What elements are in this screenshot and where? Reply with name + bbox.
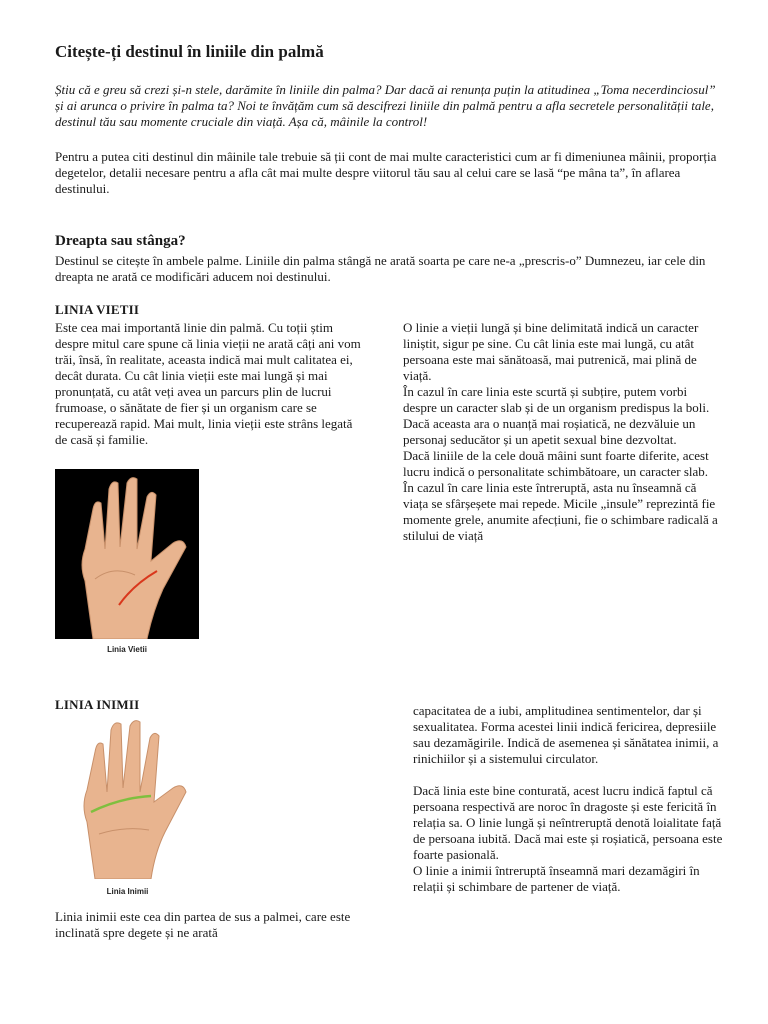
life-line-right-paragraph: Dacă liniile de la cele două mâini sunt foarte diferite, acest lucru indică o personalitate schimbătoare, un caracter slab. [403,448,709,479]
hand-illustration [55,712,200,879]
heart-line-heading: LINIA INIMII [55,697,140,712]
life-line-right-paragraph: În cazul în care linia este întreruptă, asta nu înseamnă că viața se sfârșeșete mai repede. Micile „insule” reprezintă fie momente grele, anumite afecțiuni, fie o schimbare radicală a stilului de viață [403,480,718,543]
page-title: Citește-ți destinul în liniile din palmă [55,42,324,61]
heart-line-caption: Linia Inimii [106,887,149,896]
intro-paragraph: Pentru a putea citi destinul din mâinile tale trebuie să ții cont de mai multe caracteristici cum ar fi dimeniunea mâinii, proporția degetelor, detalii necesare pentru a afla cât mai multe despre viitorul tău sau al celui care se lasă “pe mâna ta”, în aflarea destinului. [55,149,717,196]
heart-line-right-paragraph: Dacă linia este bine conturată, acest lucru indică faptul că persoana respectivă are noroc în dragoste și este fericită în relația sa. O linie lungă și neîntreruptă denotă loialitate față de persoana iubită. Dacă mai este și roșiatică, persoana este foarte pasională. [413,783,723,862]
heart-line-right-paragraph: O linie a inimii întreruptă înseamnă mari dezamăgiri în relații și schimbare de partener de viață. [413,863,700,894]
life-line-caption: Linia Vietii [107,645,147,654]
heart-line-left-text: Linia inimii este cea din partea de sus a palmei, care este inclinată spre degete și ne arată [55,909,351,940]
life-line-left-text: Este cea mai importantă linie din palmă. Cu toții știm despre mitul care spune că linia vieții ne arată câți ani vom trăi, însă, în realitate, aceasta indică mai mult calitatea ei, decât durata. Cu cât linia vieții este mai lungă și mai pronunțată, cu atât veți avea un parcurs plin de lucrui frumoase, o sănătate de fier și un organism care se recuperează rapid. Mai mult, linia vieții este strâns legată de casă și familie. [55,320,361,447]
hand-illustration [55,469,199,639]
life-line-right-paragraph: O linie a vieții lungă și bine delimitată indică un caracter liniștit, sigur pe sine. Cu cât linia este mai lungă, cu atât persoana este mai sănătoasă, mai putrenică, mai plină de viață. [403,320,699,383]
heart-line-right-column [413,703,723,895]
heart-line-hand-image [55,712,200,879]
life-line-right-column [403,320,723,544]
section-heading-left-right: Dreapta sau stânga? [55,233,186,249]
life-line-hand-image [55,469,199,639]
life-line-heading: LINIA VIETII [55,302,140,317]
intro-italic: Știu că e greu să crezi și-n stele, darămite în liniile din palma? Dar dacă ai renunța puțin la atitudinea „Toma necerdinciosul” și ai arunca o privire în palma ta? Noi te învățăm cum să descifrezi liniile din palmă pentru a afla secretele personalității tale, destinul tău sau momente cruciale din viață. Așa că, mâinile la control! [55,82,716,129]
life-line-right-paragraph: În cazul în care linia este scurtă și subțire, putem vorbi despre un caracter slab și de un organism predispus la boli. Dacă aceasta ara o nuanță mai roșiatică, ne dezvăluie un personaj seducător și un apetit sexual bine dezvoltat. [403,384,710,447]
section-text-left-right: Destinul se citește în ambele palme. Liniile din palma stângă ne arată soarta pe care ne-a „prescris-o” Dumnezeu, iar cele din dreapta ne arată ce modificări aducem noi destinului. [55,253,706,284]
heart-line-right-paragraph: capacitatea de a iubi, amplitudinea sentimentelor, dar și sexualitatea. Forma acestei linii indică fericirea, depresiile sau dezamăgirile. Indică de asemenea și sănătatea inimii, a rinichiilor și a sistemului circulator. [413,703,719,766]
